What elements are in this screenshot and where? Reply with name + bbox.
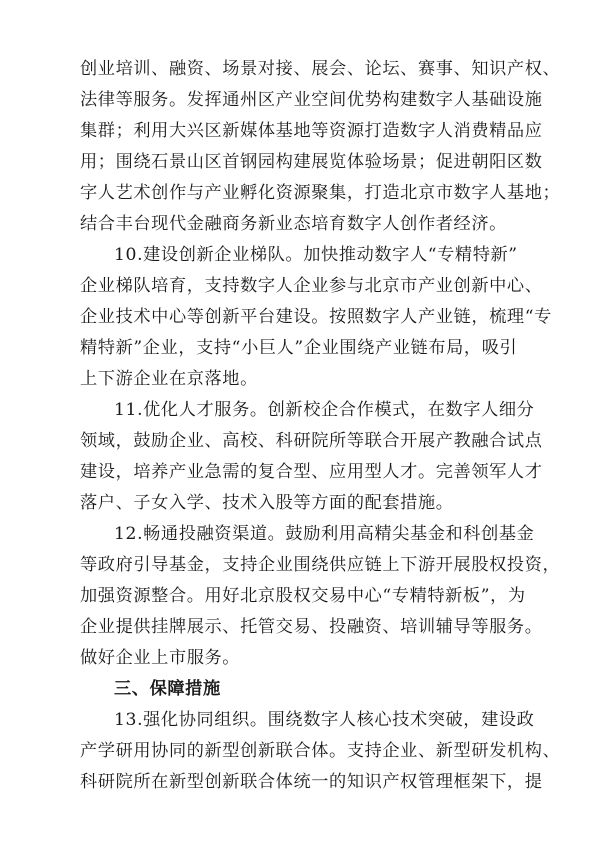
text-line: 结合丰台现代金融商务新业态培育数字人创作者经济。 [80,214,507,234]
text-line: 字人艺术创作与产业孵化资源聚集，打造北京市数字人基地； [80,183,561,203]
text-line: 建设，培养产业急需的复合型、应用型人才。完善领军人才 [80,462,543,482]
text-line: 加强资源整合。用好北京股权交易中心“专精特新板”，为 [80,586,526,606]
text-line: 上下游企业在京落地。 [80,369,258,389]
text-line: 科研院所在新型创新联合体统一的知识产权管理框架下，提 [80,772,543,792]
paragraph-start-line: 11.优化人才服务。创新校企合作模式，在数字人细分 [114,400,535,420]
text-line: 落户、子女入学、技术入股等方面的配套措施。 [80,493,454,513]
text-line: 企业梯队培育，支持数字人企业参与北京市产业创新中心、 [80,276,543,296]
text-line: 精特新”企业，支持“小巨人”企业围绕产业链布局，吸引 [80,338,518,358]
text-line: 用；围绕石景山区首钢园构建展览体验场景；促进朝阳区数 [80,152,543,172]
section-heading: 三、保障措施 [114,679,221,699]
text-line: 集群；利用大兴区新媒体基地等资源打造数字人消费精品应 [80,121,543,141]
text-line: 企业技术中心等创新平台建设。按照数字人产业链，梳理“专 [80,307,552,327]
paragraph-start-line: 12.畅通投融资渠道。鼓励利用高精尖基金和科创基金 [114,524,535,544]
text-line: 领域，鼓励企业、高校、科研院所等联合开展产教融合试点 [80,431,543,451]
text-line: 做好企业上市服务。 [80,648,241,668]
text-line: 产学研用协同的新型创新联合体。支持企业、新型研发机构、 [80,741,561,761]
text-line: 创业培训、融资、场景对接、展会、论坛、赛事、知识产权、 [80,59,561,79]
text-line: 企业提供挂牌展示、托管交易、投融资、培训辅导等服务。 [80,617,543,637]
paragraph-start-line: 10.建设创新企业梯队。加快推动数字人“专精特新” [114,245,518,265]
text-line: 法律等服务。发挥通州区产业空间优势构建数字人基础设施 [80,90,543,110]
paragraph-start-line: 13.强化协同组织。围绕数字人核心技术突破，建设政 [114,710,535,730]
text-line: 等政府引导基金，支持企业围绕供应链上下游开展股权投资， [80,555,561,575]
